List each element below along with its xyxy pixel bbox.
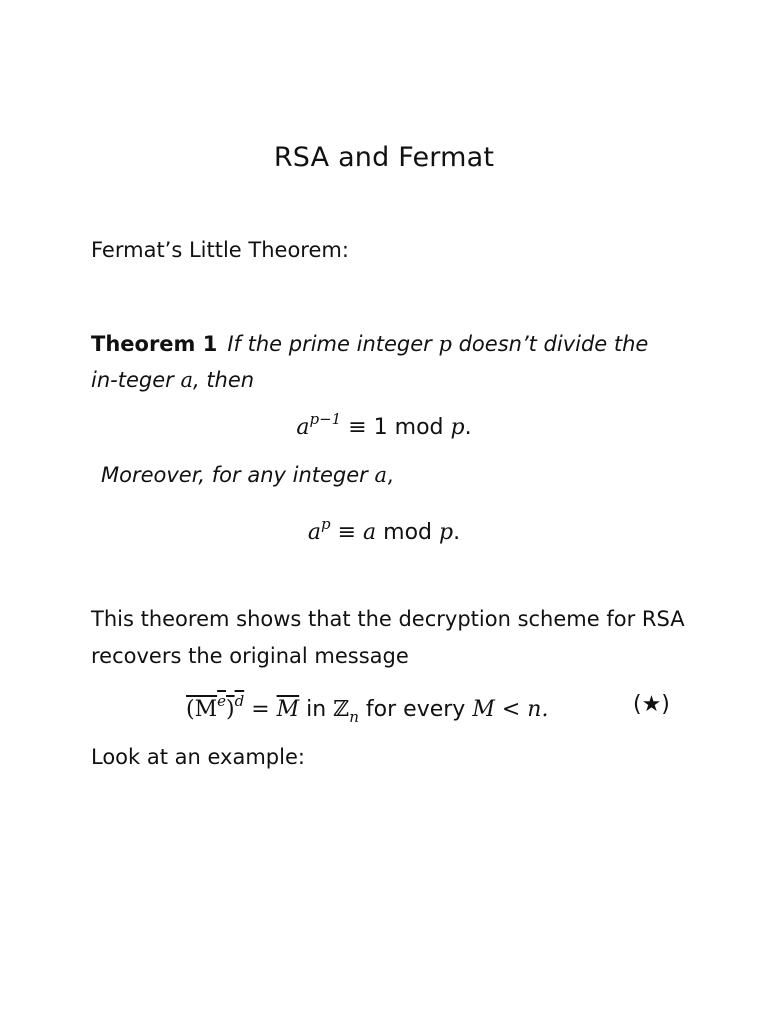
intro-text: Fermat’s Little Theorem: xyxy=(91,238,349,262)
rsa-decryption-equation: $(M^e)^d = \overline{M}$ in ℤ$_n$ for every M < n. xyxy=(186,692,549,726)
theorem-label: Theorem 1 xyxy=(91,332,218,356)
explanation-paragraph: This theorem shows that the decryption scheme for RSA recovers the original message xyxy=(91,607,685,668)
fermat-equation-general: $a^p \equiv a$ mod p. xyxy=(307,515,461,545)
closing-text: Look at an example: xyxy=(91,745,305,769)
equation-star-tag: (★) xyxy=(633,692,670,717)
theorem-block xyxy=(91,326,681,398)
encrypted-decrypted-term: $(Me)^d$ xyxy=(186,692,245,722)
slide-title: RSA and Fermat xyxy=(273,142,495,173)
fermat-equation: $a^{p-1} \equiv 1$ mod p. xyxy=(296,410,472,440)
theorem-statement: If the prime integer p doesn’t divide the in-teger a, then xyxy=(91,332,649,392)
moreover-text: Moreover, for any integer a, xyxy=(101,463,394,487)
